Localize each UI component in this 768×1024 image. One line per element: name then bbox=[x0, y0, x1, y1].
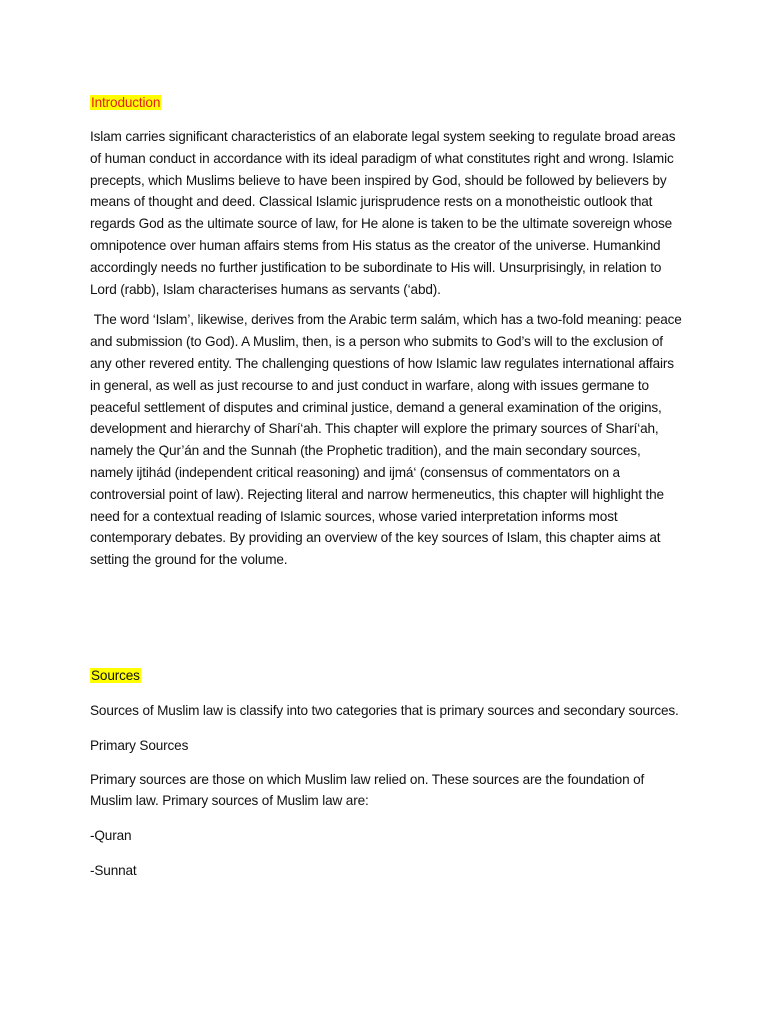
intro-paragraph-2: The word ‘Islam’, likewise, derives from the Arabic term salám, which has a two-fold meaning: peace and submission (to God). A Muslim, then, is a person who submits to God’s will to the exclusion of any other revered entity. The challenging questions of how Islamic law regulates international affairs in general, as well as just recourse to and just conduct in warfare, along with issues germane to peaceful settlement of disputes and criminal justice, demand a general examination of the origins, development and hierarchy of Sharí‘ah. This chapter will explore the primary sources of Sharí‘ah, namely the Qur’án and the Sunnah (the Prophetic tradition), and the main secondary sources, namely ijtihád (independent critical reasoning) and ijmá‘ (consensus of commentators on a controversial point of law). Rejecting literal and narrow hermeneutics, this chapter will highlight the need for a contextual reading of Islamic sources, whose varied interpretation informs most contemporary debates. By providing an overview of the key sources of Islam, this chapter aims at setting the ground for the volume. bbox=[90, 312, 686, 568]
introduction-heading-text: Introduction bbox=[91, 95, 161, 110]
sources-paragraph: Sources of Muslim law is classify into two categories that is primary sources and secondary sources. bbox=[90, 702, 679, 718]
sources-heading-text: Sources bbox=[91, 667, 140, 683]
primary-sources-label: Primary Sources bbox=[90, 737, 189, 753]
introduction-heading bbox=[90, 93, 682, 113]
list-item-sunnat: -Sunnat bbox=[90, 862, 137, 878]
document-body bbox=[90, 93, 686, 882]
intro-paragraph-1: Islam carries significant characteristics of an elaborate legal system seeking to regulate broad areas of human conduct in accordance with its ideal paradigm of what constitutes right and wrong. Islamic precepts, which Muslims believe to have been inspired by God, should be followed by believers by means of thought and deed. Classical Islamic jurisprudence rests on a monotheistic outlook that regards God as the ultimate source of law, for He alone is taken to be the ultimate sovereign whose omnipotence over human affairs stems from His status as the creator of the universe. Humankind accordingly needs no further justification to be subordinate to His will. Unsurprisingly, in relation to Lord (rabb), Islam characterises humans as servants (‘abd). bbox=[90, 129, 676, 297]
sources-heading bbox=[90, 666, 682, 686]
primary-sources-paragraph: Primary sources are those on which Muslim law relied on. These sources are the foundation of Muslim law. Primary sources of Muslim law are: bbox=[90, 771, 645, 809]
list-item-quran: -Quran bbox=[90, 828, 132, 844]
